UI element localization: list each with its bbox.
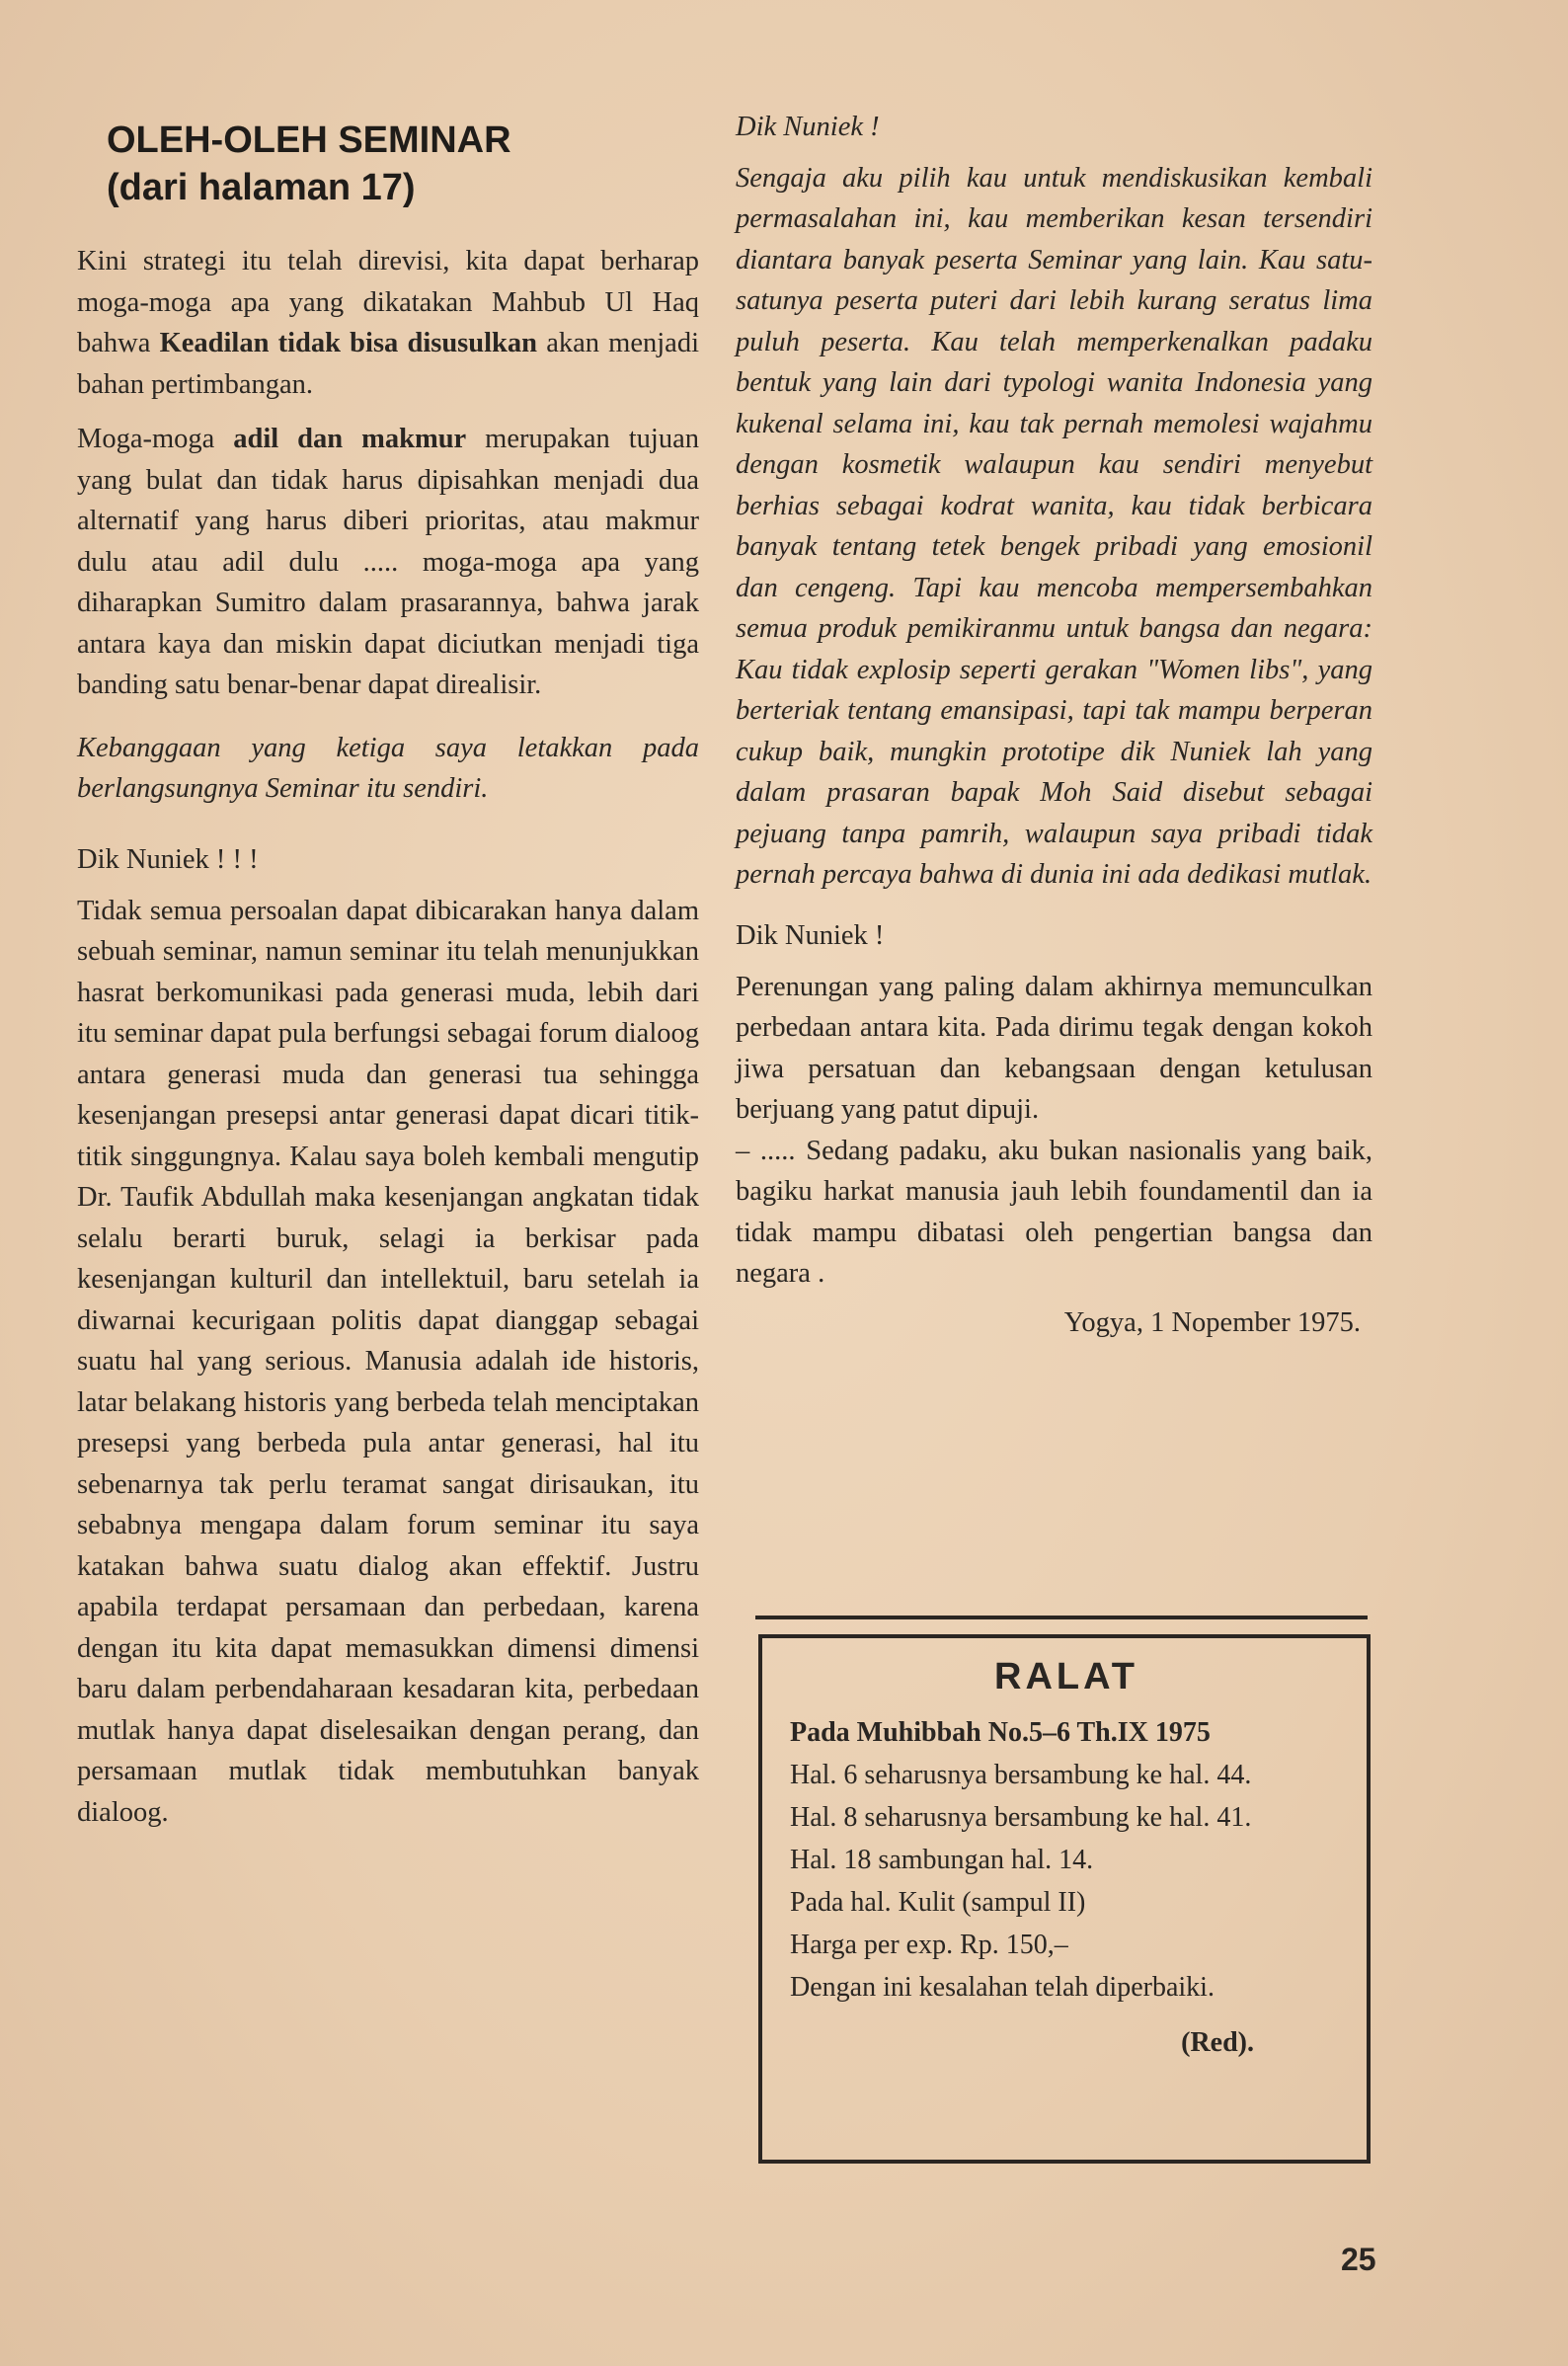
left-paragraph-3: Kebanggaan yang ketiga saya letakkan pada berlangsungnya Seminar itu sendiri. — [77, 732, 699, 804]
left-p1-text-a: Kini strategi itu telah direvisi, kita dapat berharap moga-moga apa yang dikatakan Mahbub Ul Haq bahwa — [77, 246, 699, 358]
page-number: 25 — [1341, 2242, 1376, 2277]
left-paragraph-2 — [77, 419, 699, 706]
ralat-box — [758, 1634, 1371, 2164]
ralat-signoff: (Red). — [1181, 2027, 1254, 2058]
left-p2-bold: adil dan makmur — [233, 424, 467, 454]
left-paragraph-4: Tidak semua persoalan dapat dibicarakan hanya dalam sebuah seminar, namun seminar itu telah menunjukkan hasrat berkomunikasi pada generasi muda, lebih dari itu seminar dapat pula berfungsi sebagai forum dialoog antara generasi muda dan generasi tua sehingga kesenjangan presepsi antar generasi dapat dicari titik-titik singgungnya. Kalau saya boleh kembali mengutip Dr. Taufik Abdullah maka kesenjangan angkatan tidak selalu berarti buruk, selagi ia berkisar pada kesenjangan kulturil dan intellektuil, baru setelah ia diwarnai kecurigaan politis dapat dianggap sebagai suatu hal yang serious. Manusia adalah ide historis, latar belakang historis yang berbeda telah menciptakan presepsi yang berbeda pula antar generasi, hal itu sebenarnya tak perlu teramat sangat dirisaukan, itu sebabnya mengapa dalam forum seminar itu saya katakan bahwa suatu dialog akan effektif. Justru apabila terdapat persamaan dan perbedaan, karena dengan itu kita dapat memasukkan dimensi dimensi baru dalam perbendaharaan kesadaran kita, perbedaan mutlak hanya dapat diselesaikan dengan perang, dan persamaan mutlak tidak membutuhkan banyak dialoog. — [77, 895, 699, 1828]
right-salutation-1: Dik Nuniek ! — [736, 112, 880, 142]
left-salutation: Dik Nuniek ! ! ! — [77, 843, 259, 875]
left-p1-text-b: akan menjadi bahan pertimbangan. — [77, 328, 699, 400]
article-title — [107, 117, 699, 211]
right-salutation-2: Dik Nuniek ! — [736, 919, 885, 951]
right-paragraph-1: Sengaja aku pilih kau untuk mendiskusikan kembali permasalahan ini, kau memberikan kesan tersendiri diantara banyak peserta Seminar yang lain. Kau satu-satunya peserta puteri dari lebih kurang seratus lima puluh peserta. Kau telah memperkenalkan padaku bentuk yang lain dari typologi wanita Indonesia yang kukenal selama ini, kau tak pernah memolesi wajahmu dengan kosmetik walaupun kau sendiri menyebut berhias sebagai kodrat wanita, kau tidak berbicara banyak tentang tetek bengek pribadi yang emosionil dan cengeng. Tapi kau mencoba mempersembahkan semua produk pemikiranmu untuk bangsa dan negara: Kau tidak explosip seperti gerakan "Women libs", yang berteriak tentang emansipasi, tapi tak mampu berperan cukup baik, mungkin prototipe dik Nuniek lah yang dalam prasaran bapak Moh Said disebut sebagai pejuang tanpa pamrih, walaupun saya pribadi tidak pernah percaya bahwa di dunia ini ada dedikasi mutlak. — [736, 162, 1372, 890]
ralat-issue: Pada Muhibbah No.5–6 Th.IX 1975 — [790, 1717, 1211, 1748]
right-column — [736, 107, 1372, 1344]
title-line-1: OLEH-OLEH SEMINAR — [107, 119, 511, 161]
left-p2-text-a: Moga-moga — [77, 424, 234, 454]
ralat-line: Pada hal. Kulit (sampul II) — [790, 1887, 1086, 1918]
title-line-2: (dari halaman 17) — [107, 167, 416, 208]
right-paragraph-3: – ..... Sedang padaku, aku bukan nasionalis yang baik, bagiku harkat manusia jauh lebih foundamentil dan ia tidak mampu dibatasi oleh pengertian bangsa dan negara . — [736, 1135, 1372, 1289]
left-p1-bold: Keadilan tidak bisa disusulkan — [159, 328, 537, 358]
ralat-line: Hal. 18 sambungan hal. 14. — [790, 1845, 1094, 1875]
left-column — [77, 117, 699, 1833]
left-paragraph-1 — [77, 241, 699, 405]
right-paragraph-2: Perenungan yang paling dalam akhirnya memunculkan perbedaan antara kita. Pada dirimu tegak dengan kokoh jiwa persatuan dan kebangsaan dengan ketulusan berjuang yang patut dipuji. — [736, 971, 1372, 1125]
left-p2-text-b: merupakan tujuan yang bulat dan tidak harus dipisahkan menjadi dua alternatif yang harus diberi prioritas, atau makmur dulu atau adil dulu ..... moga-moga apa yang diharapkan Sumitro dalam prasarannya, bahwa jarak antara kaya dan miskin dapat diciutkan menjadi tiga banding satu benar-benar dapat direalisir. — [77, 424, 699, 700]
section-divider — [755, 1616, 1368, 1619]
ralat-line: Harga per exp. Rp. 150,– — [790, 1930, 1068, 1960]
ralat-title: RALAT — [994, 1656, 1138, 1697]
ralat-line: Dengan ini kesalahan telah diperbaiki. — [790, 1972, 1215, 2003]
ralat-line: Hal. 6 seharusnya bersambung ke hal. 44. — [790, 1760, 1252, 1790]
ralat-line: Hal. 8 seharusnya bersambung ke hal. 41. — [790, 1802, 1252, 1833]
signature-date: Yogya, 1 Nopember 1975. — [1063, 1306, 1361, 1338]
